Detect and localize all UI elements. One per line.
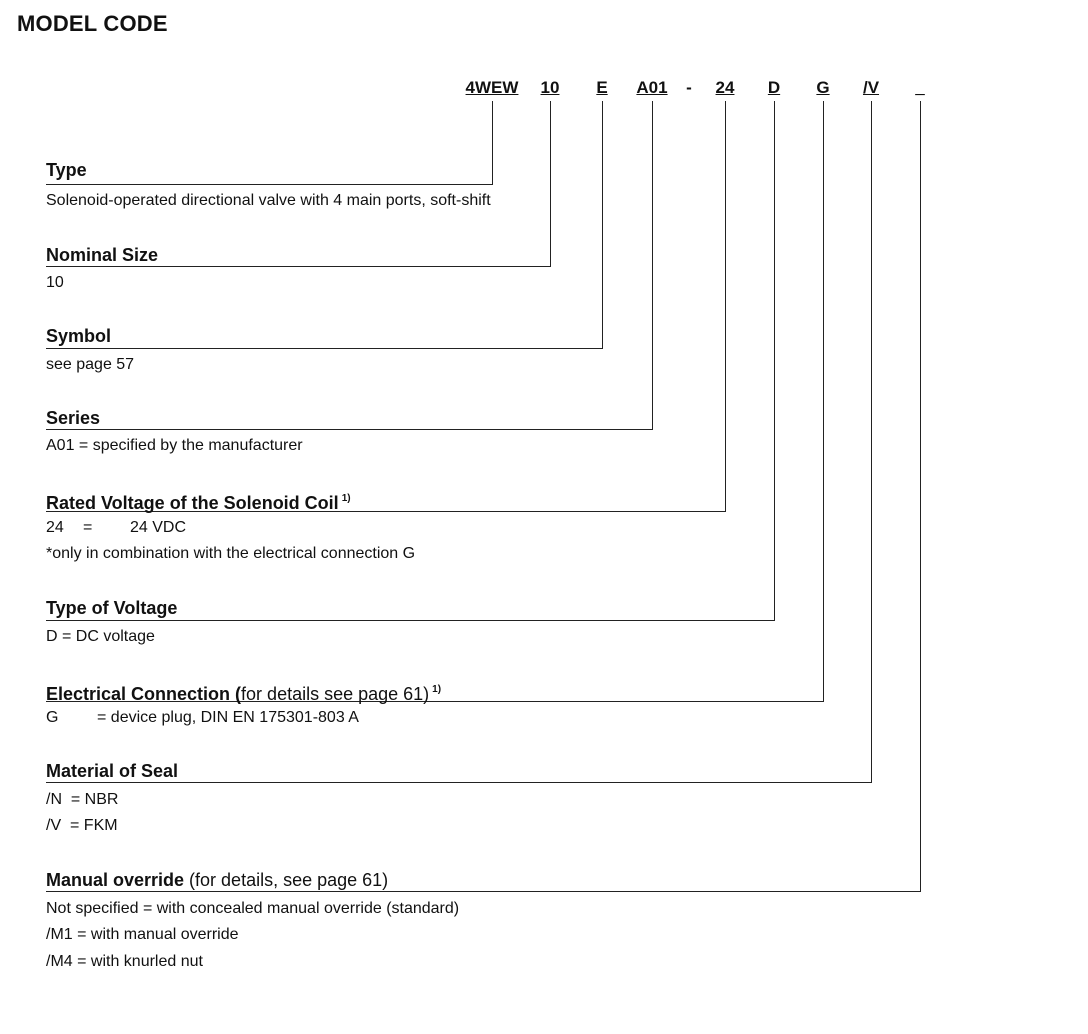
leader-series-vertical xyxy=(652,101,653,429)
code-voltage: 24 xyxy=(715,78,735,97)
leader-override-horizontal xyxy=(46,891,921,892)
code-connection: G xyxy=(816,78,830,97)
code-type: 4WEW xyxy=(465,78,519,97)
leader-seal-vertical xyxy=(871,101,872,782)
override-line-standard: Not specified = with concealed manual override (standard) xyxy=(46,900,460,917)
code-override: _ xyxy=(915,78,925,97)
voltage-type-description: D = DC voltage xyxy=(46,628,155,645)
leader-seal-horizontal xyxy=(46,782,872,783)
connection-description: G = device plug, DIN EN 175301-803 A xyxy=(46,709,359,726)
connection-footnote: 1) xyxy=(432,684,442,695)
connection-heading: Electrical Connection (for details see page 61) $^{1)}$ xyxy=(46,684,442,704)
seal-line-nbr: /N = NBR xyxy=(46,791,119,808)
override-heading: Manual override (for details, see page 61) xyxy=(46,870,389,890)
series-heading: Series xyxy=(46,408,101,428)
leader-series-horizontal xyxy=(46,429,653,430)
leader-voltage-vertical xyxy=(725,101,726,511)
seal-heading: Material of Seal xyxy=(46,761,179,781)
leader-connection-vertical xyxy=(823,101,824,701)
code-dash: - xyxy=(686,78,692,97)
code-voltage-type: D xyxy=(767,78,781,97)
voltage-type-heading: Type of Voltage xyxy=(46,598,178,618)
series-description: A01 = specified by the manufacturer xyxy=(46,437,303,454)
leader-voltage-type-horizontal xyxy=(46,620,775,621)
voltage-footnote: 1) xyxy=(341,493,351,504)
override-line-m4: /M4 = with knurled nut xyxy=(46,953,203,970)
voltage-line-1: 24 = 24 VDC xyxy=(46,519,187,536)
leader-override-vertical xyxy=(920,101,921,891)
size-heading: Nominal Size xyxy=(46,245,159,265)
page-title: MODEL CODE xyxy=(17,11,168,36)
size-description: 10 xyxy=(46,274,64,291)
symbol-description: see page 57 xyxy=(46,356,135,373)
leader-voltage-type-vertical xyxy=(774,101,775,620)
leader-size-vertical xyxy=(550,101,551,266)
leader-type-horizontal xyxy=(46,184,493,185)
code-seal: /V xyxy=(862,78,880,97)
leader-symbol-horizontal xyxy=(46,348,603,349)
override-line-m1: /M1 = with manual override xyxy=(46,926,239,943)
type-heading: Type xyxy=(46,160,87,180)
code-size: 10 xyxy=(540,78,560,97)
code-symbol: E xyxy=(596,78,608,97)
symbol-heading: Symbol xyxy=(46,326,112,346)
voltage-heading: Rated Voltage of the Solenoid Coil $^{1)}$ xyxy=(46,493,351,513)
leader-type-vertical xyxy=(492,101,493,184)
voltage-line-2: *only in combination with the electrical connection G xyxy=(46,545,416,562)
type-description: Solenoid-operated directional valve with 4 main ports, soft-shift xyxy=(46,192,491,209)
code-series: A01 xyxy=(636,78,668,97)
seal-line-fkm: /V = FKM xyxy=(46,817,118,834)
leader-size-horizontal xyxy=(46,266,551,267)
leader-symbol-vertical xyxy=(602,101,603,348)
